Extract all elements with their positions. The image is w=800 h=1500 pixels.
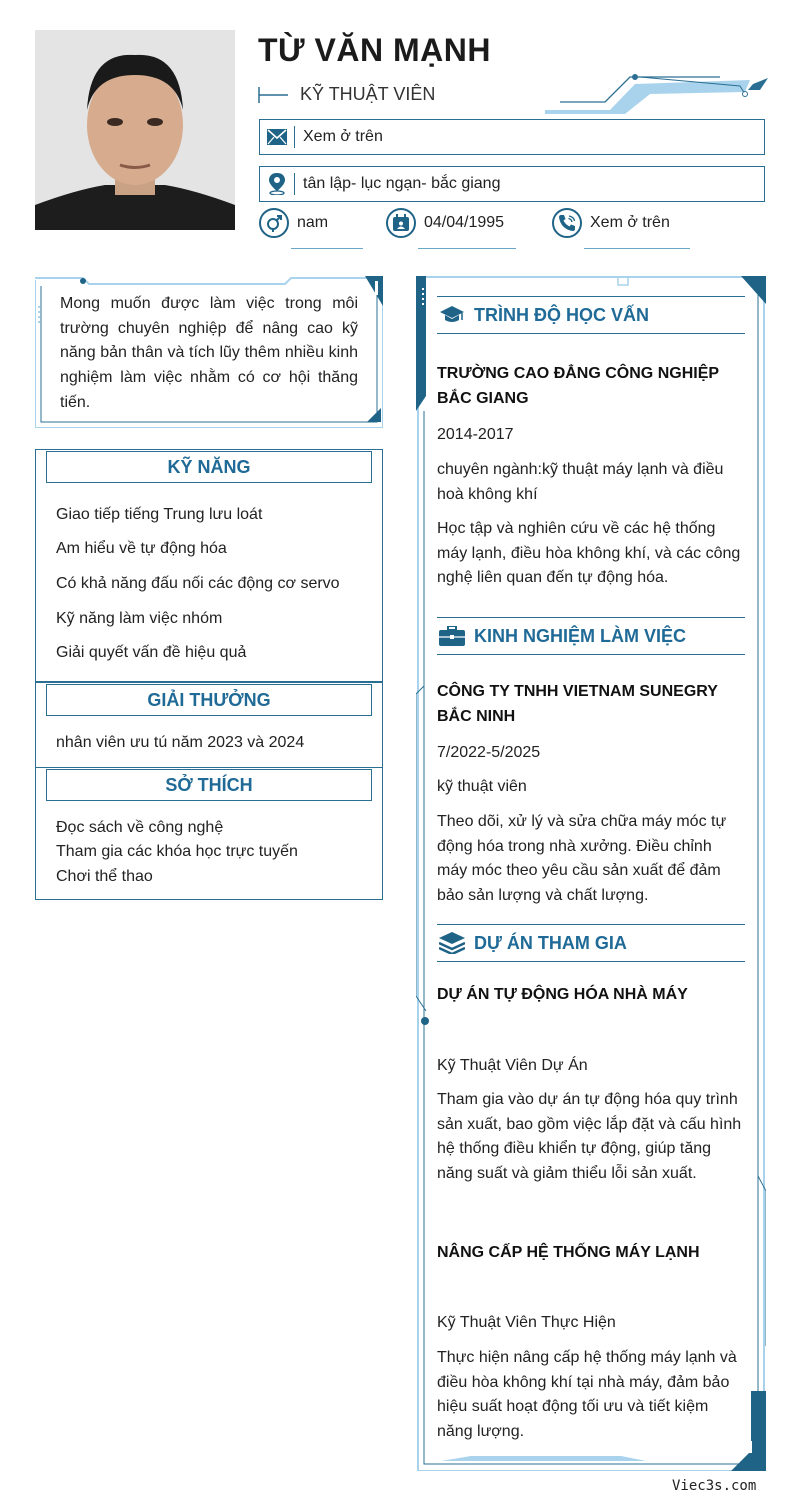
education-heading-label: TRÌNH ĐỘ HỌC VẤN <box>474 304 649 325</box>
birthday-value: 04/04/1995 <box>424 214 505 231</box>
skills-section <box>35 449 383 682</box>
gender-icon <box>259 208 289 238</box>
title-decor-icon <box>258 85 290 105</box>
experience-heading-label: KINH NGHIỆM LÀM VIỆC <box>474 625 687 646</box>
skill-item: Giao tiếp tiếng Trung lưu loát <box>56 506 263 523</box>
education-major: chuyên ngành:kỹ thuật máy lạnh và điều hoà không khí <box>437 461 724 503</box>
hobby-item: Chơi thể thao <box>56 868 153 885</box>
project-description: Thực hiện nâng cấp hệ thống máy lạnh và điều hòa không khí tại nhà máy, đảm bảo hiệu suất hoạt động tối ưu và tiết kiệm năng lượng. <box>437 1349 737 1440</box>
phone-underline <box>584 248 690 249</box>
education-heading <box>437 296 745 334</box>
education-school: TRƯỜNG CAO ĐẲNG CÔNG NGHIỆP BẮC GIANG <box>437 365 719 407</box>
project-description: Tham gia vào dự án tự động hóa quy trình sản xuất, bao gồm việc lắp đặt và cấu hình hệ thống điều khiển tự động, giúp tăng năng suất và giảm thiểu lỗi sản xuất. <box>437 1091 742 1182</box>
phone-field <box>552 208 670 248</box>
career-objective <box>35 276 383 428</box>
address-field <box>259 166 765 202</box>
job-title: KỸ THUẬT VIÊN <box>300 84 436 104</box>
skill-item: Giải quyết vấn đề hiệu quả <box>56 644 247 661</box>
skills-heading: KỸ NĂNG <box>46 451 372 483</box>
email-field <box>259 119 765 155</box>
candidate-name: TỪ VĂN MẠNH <box>258 32 491 68</box>
address-value: tân lập- lục ngạn- bắc giang <box>303 175 501 192</box>
calendar-icon <box>386 208 416 238</box>
hobby-item: Đọc sách về công nghệ <box>56 819 224 836</box>
birthday-underline <box>418 248 516 249</box>
gender-underline <box>291 248 363 249</box>
location-pin-icon <box>260 167 294 201</box>
project-name: NÂNG CẤP HỆ THỐNG MÁY LẠNH <box>437 1244 700 1261</box>
experience-company: CÔNG TY TNHH VIETNAM SUNEGRY BẮC NINH <box>437 683 718 725</box>
envelope-icon <box>260 120 294 154</box>
header-circuit-decor <box>540 72 770 114</box>
skill-item: Kỹ năng làm việc nhóm <box>56 610 223 627</box>
awards-heading: GIẢI THƯỞNG <box>46 684 372 716</box>
avatar-photo <box>35 30 235 230</box>
project-name: DỰ ÁN TỰ ĐỘNG HÓA NHÀ MÁY <box>437 986 688 1003</box>
award-item: nhân viên ưu tú năm 2023 và 2024 <box>56 734 305 751</box>
project-role: Kỹ Thuật Viên Thực Hiện <box>437 1314 616 1331</box>
briefcase-icon <box>437 626 467 646</box>
objective-text: Mong muốn được làm việc trong môi trường chuyên nghiệp để nâng cao kỹ năng bản thân và tích lũy thêm nhiều kinh nghiệm làm việc nhằm có cơ hội thăng tiến. <box>60 295 358 411</box>
education-description: Học tập và nghiên cứu về các hệ thống máy lạnh, điều hòa không khí, và các công nghệ liên quan đến tự động hóa. <box>437 520 741 586</box>
experience-period: 7/2022-5/2025 <box>437 744 541 761</box>
phone-icon <box>552 208 582 238</box>
hobbies-heading: SỞ THÍCH <box>46 769 372 801</box>
birthday-field <box>386 208 504 248</box>
skill-item: Có khả năng đấu nối các động cơ servo <box>56 575 340 592</box>
project-role: Kỹ Thuật Viên Dự Án <box>437 1057 588 1074</box>
experience-description: Theo dõi, xử lý và sửa chữa máy móc tự động hóa trong nhà xưởng. Điều chỉnh máy móc theo yêu cầu sản xuất để đảm bảo sản lượng và chất lượng. <box>437 813 727 904</box>
layers-icon <box>437 932 467 954</box>
gender-value: nam <box>297 214 329 231</box>
awards-section <box>35 682 383 768</box>
skill-item: Am hiểu về tự động hóa <box>56 540 227 557</box>
person-portrait-icon <box>35 30 235 230</box>
graduation-cap-icon <box>437 305 467 325</box>
site-watermark: Viec3s.com <box>672 1478 757 1494</box>
experience-position: kỹ thuật viên <box>437 778 527 795</box>
hobbies-section <box>35 767 383 900</box>
hobby-item: Tham gia các khóa học trực tuyến <box>56 843 298 860</box>
projects-heading-label: DỰ ÁN THAM GIA <box>474 932 627 953</box>
experience-heading <box>437 617 745 655</box>
gender-field <box>259 208 328 248</box>
phone-value: Xem ở trên <box>590 214 670 231</box>
projects-heading <box>437 924 745 962</box>
email-value: Xem ở trên <box>303 128 383 145</box>
education-period: 2014-2017 <box>437 426 514 443</box>
